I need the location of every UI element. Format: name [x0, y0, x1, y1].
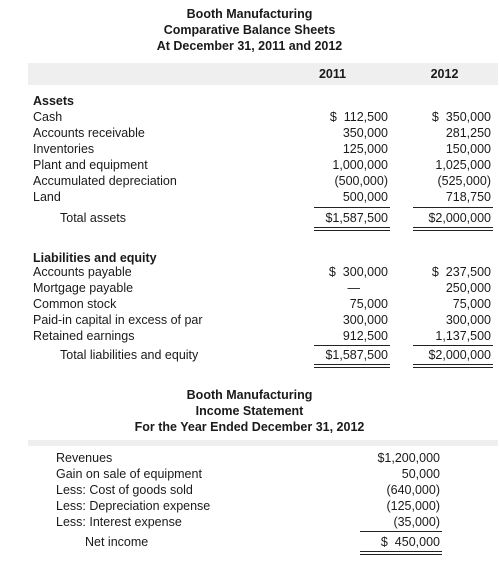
asset-2011: 1,000,000	[332, 158, 388, 172]
is-row-value: (125,000)	[386, 499, 440, 513]
is-row-label: Less: Cost of goods sold	[56, 483, 193, 497]
asset-2012: $ 350,000	[431, 110, 491, 124]
is-row-value: $1,200,000	[377, 451, 440, 465]
asset-label: Land	[33, 190, 61, 204]
asset-2012: 281,250	[445, 126, 491, 140]
is-row-value: (35,000)	[393, 515, 440, 529]
double-rule	[413, 364, 493, 365]
double-rule	[314, 367, 390, 368]
total-liab-2012: $2,000,000	[428, 348, 491, 362]
asset-2011: 500,000	[342, 190, 388, 204]
is-row-value: (640,000)	[386, 483, 440, 497]
bs-title: Comparative Balance Sheets	[163, 23, 336, 37]
double-rule	[360, 551, 442, 552]
assets-heading: Assets	[33, 94, 74, 108]
liab-heading: Liabilities and equity	[33, 251, 157, 265]
liab-2011: 912,500	[342, 329, 388, 343]
asset-2012: 150,000	[445, 142, 491, 156]
col-header-2012: 2012	[430, 67, 459, 81]
liab-2011: —	[347, 281, 360, 295]
is-title: Income Statement	[195, 404, 304, 418]
asset-2011: $ 112,500	[329, 110, 388, 124]
liab-2012: 250,000	[445, 281, 491, 295]
total-assets-2011: $1,587,500	[325, 211, 388, 225]
liab-2012: 1,137,500	[435, 329, 491, 343]
asset-2012: 718,750	[445, 190, 491, 204]
asset-2011: (500,000)	[334, 174, 388, 188]
subtotal-rule	[413, 345, 493, 346]
liab-2012: 300,000	[445, 313, 491, 327]
asset-2011: 125,000	[342, 142, 388, 156]
asset-label: Accumulated depreciation	[33, 174, 177, 188]
total-liab-label: Total liabilities and equity	[60, 348, 199, 362]
is-row-label: Less: Depreciation expense	[56, 499, 211, 513]
subtotal-rule	[413, 207, 493, 208]
is-row-label: Less: Interest expense	[56, 515, 182, 529]
net-income-label: Net income	[85, 535, 149, 549]
double-rule	[314, 364, 390, 365]
is-row-value: 50,000	[401, 467, 440, 481]
double-rule	[314, 227, 390, 228]
subtotal-rule	[314, 345, 390, 346]
is-row-label: Gain on sale of equipment	[56, 467, 202, 481]
liab-label: Paid-in capital in excess of par	[33, 313, 203, 327]
is-period: For the Year Ended December 31, 2012	[134, 420, 365, 434]
asset-2012: (525,000)	[437, 174, 491, 188]
bs-period: At December 31, 2011 and 2012	[156, 39, 343, 53]
liab-2011: 75,000	[349, 297, 388, 311]
total-liab-2011: $1,587,500	[325, 348, 388, 362]
asset-2012: 1,025,000	[435, 158, 491, 172]
net-income-value: $ 450,000	[380, 535, 440, 549]
double-rule	[314, 230, 390, 231]
asset-2011: 350,000	[342, 126, 388, 140]
bs-company: Booth Manufacturing	[186, 7, 313, 21]
liab-2011: $ 300,000	[328, 265, 388, 279]
subtotal-rule	[360, 531, 442, 532]
is-company: Booth Manufacturing	[186, 388, 313, 402]
asset-label: Cash	[33, 110, 63, 124]
liab-label: Common stock	[33, 297, 117, 311]
subtotal-rule	[314, 207, 390, 208]
total-assets-label: Total assets	[60, 211, 127, 225]
income-statement-band	[28, 440, 498, 446]
liab-label: Retained earnings	[33, 329, 135, 343]
liab-2012: 75,000	[452, 297, 491, 311]
double-rule	[413, 227, 493, 228]
double-rule	[360, 554, 442, 555]
is-row-label: Revenues	[56, 451, 113, 465]
double-rule	[413, 367, 493, 368]
total-assets-2012: $2,000,000	[428, 211, 491, 225]
liab-label: Mortgage payable	[33, 281, 134, 295]
liab-label: Accounts payable	[33, 265, 132, 279]
liab-2011: 300,000	[342, 313, 388, 327]
asset-label: Accounts receivable	[33, 126, 145, 140]
asset-label: Plant and equipment	[33, 158, 148, 172]
double-rule	[413, 230, 493, 231]
col-header-2011: 2011	[318, 67, 347, 81]
asset-label: Inventories	[33, 142, 95, 156]
liab-2012: $ 237,500	[431, 265, 491, 279]
